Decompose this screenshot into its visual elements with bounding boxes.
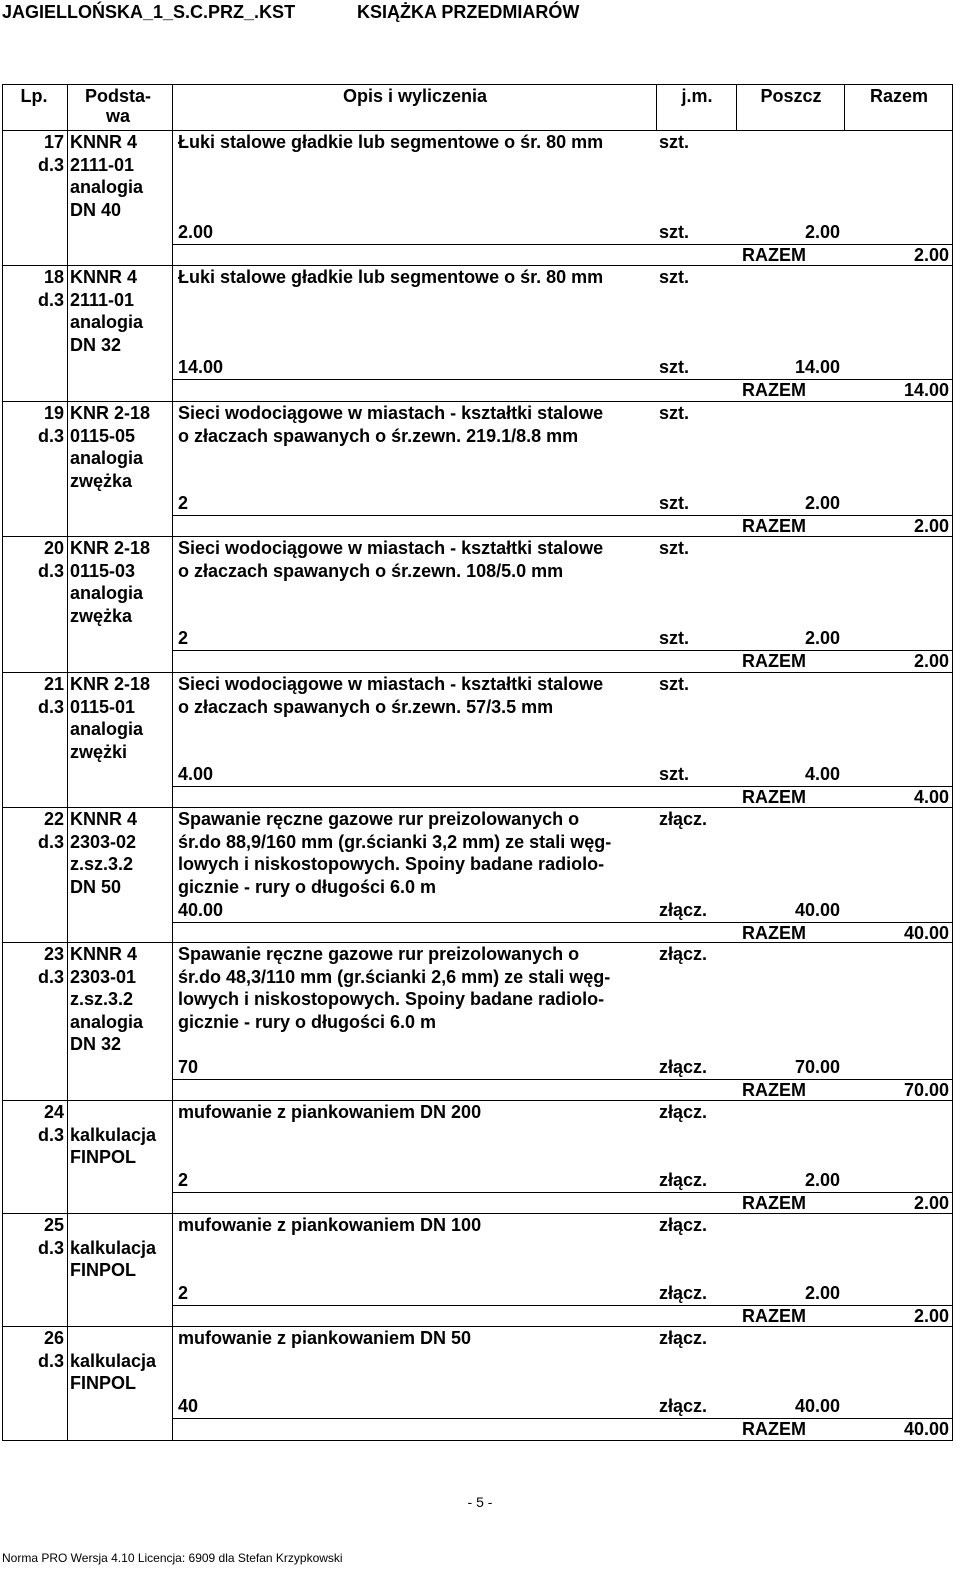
description-line: śr.do 48,3/110 mm (gr.ścianki 2,6 mm) ze stali węg- <box>178 966 611 987</box>
basis-line: analogia <box>70 719 144 740</box>
basis-line: DN 40 <box>70 199 122 220</box>
basis-line: 0115-03 <box>70 560 136 581</box>
basis-line: kalkulacja <box>70 1124 157 1145</box>
col-header-basis-1: Podsta- <box>84 86 151 106</box>
basis-line: kalkulacja <box>70 1237 157 1258</box>
position-subnumber: d.3 <box>37 1124 64 1145</box>
razem-label: RAZEM <box>742 244 806 265</box>
basis-line: zwężka <box>70 605 133 626</box>
position-number: 22 <box>43 809 64 829</box>
description-line: Sieci wodociągowe w miastach - kształtki stalowe <box>178 674 604 694</box>
calc-partial: 4.00 <box>804 764 840 784</box>
basis-line: zwężka <box>70 470 133 491</box>
basis-line: 2303-02 <box>70 831 137 852</box>
calc-partial: 2.00 <box>804 493 840 513</box>
basis-line: KNR 2-18 <box>70 538 151 558</box>
unit: złącz. <box>659 944 708 964</box>
col-header-lp: Lp. <box>20 86 48 106</box>
calc-expression: 2.00 <box>178 222 214 242</box>
unit: szt. <box>659 538 690 558</box>
calc-unit: złącz. <box>659 1283 708 1303</box>
col-line-lp <box>67 1214 68 1327</box>
position-subnumber: d.3 <box>37 560 64 581</box>
position-number: 20 <box>43 538 64 558</box>
razem-separator <box>172 922 953 923</box>
razem-value: 40.00 <box>903 922 949 943</box>
position-number: 24 <box>43 1102 64 1122</box>
description-line: gicznie - rury o długości 6.0 m <box>178 876 437 897</box>
col-line-basis <box>172 808 173 943</box>
col-header-total: Razem <box>869 86 929 106</box>
col-line-lp <box>67 1101 68 1214</box>
calc-expression: 2 <box>178 1170 189 1190</box>
position-number: 17 <box>43 132 64 152</box>
basis-line: kalkulacja <box>70 1350 157 1371</box>
basis-line: DN 50 <box>70 876 122 897</box>
calc-expression: 40.00 <box>178 900 224 920</box>
unit: szt. <box>659 674 690 694</box>
row-separator <box>2 1326 953 1327</box>
calc-unit: szt. <box>659 764 690 784</box>
col-line-lp <box>67 1327 68 1441</box>
basis-line: 2111-01 <box>70 154 135 175</box>
basis-line: analogia <box>70 177 144 198</box>
description-line: mufowanie z piankowaniem DN 200 <box>178 1102 482 1122</box>
license-line: Norma PRO Wersja 4.10 Licencja: 6909 dla Stefan Krzypkowski <box>2 1551 343 1565</box>
razem-value: 14.00 <box>903 379 949 400</box>
description-line: o złaczach spawanych o śr.zewn. 219.1/8.8 mm <box>178 425 579 446</box>
basis-line: KNR 2-18 <box>70 403 151 423</box>
description-line: mufowanie z piankowaniem DN 100 <box>178 1215 482 1235</box>
razem-label: RAZEM <box>742 1418 806 1439</box>
position-subnumber: d.3 <box>37 425 64 446</box>
razem-separator <box>172 515 953 516</box>
calc-partial: 40.00 <box>794 900 840 920</box>
description-line: Spawanie ręczne gazowe rur preizolowanych o <box>178 809 580 829</box>
position-subnumber: d.3 <box>37 1350 64 1371</box>
col-line-basis <box>172 943 173 1101</box>
basis-line: FINPOL <box>70 1373 136 1394</box>
calc-unit: szt. <box>659 493 690 513</box>
document-title: KSIĄŻKA PRZEDMIARÓW <box>357 2 580 22</box>
header-col-line <box>172 84 173 130</box>
description-line: Sieci wodociągowe w miastach - kształtki stalowe <box>178 538 604 558</box>
description-line: Łuki stalowe gładkie lub segmentowe o śr. 80 mm <box>178 132 604 152</box>
col-line-lp <box>67 943 68 1101</box>
page-number: - 5 - <box>467 1494 493 1510</box>
col-line-basis <box>172 537 173 673</box>
calc-expression: 70 <box>178 1057 199 1077</box>
razem-label: RAZEM <box>742 1079 806 1100</box>
col-header-unit: j.m. <box>681 86 713 106</box>
position-subnumber: d.3 <box>37 1237 64 1258</box>
razem-separator <box>172 1418 953 1419</box>
razem-value: 70.00 <box>903 1079 949 1100</box>
basis-line: z.sz.3.2 <box>70 989 134 1010</box>
file-name: JAGIELLOŃSKA_1_S.C.PRZ_.KST <box>2 2 296 22</box>
razem-separator <box>172 379 953 380</box>
header-col-line <box>736 84 737 130</box>
description-line: o złaczach spawanych o śr.zewn. 57/3.5 mm <box>178 696 554 717</box>
basis-line: analogia <box>70 312 144 333</box>
table-border-top <box>2 84 953 85</box>
position-subnumber: d.3 <box>37 966 64 987</box>
basis-line: z.sz.3.2 <box>70 854 134 875</box>
basis-line: KNNR 4 <box>70 809 138 829</box>
razem-value: 2.00 <box>913 1192 949 1213</box>
basis-line: KNNR 4 <box>70 132 138 152</box>
position-number: 19 <box>43 403 64 423</box>
position-number: 26 <box>43 1328 64 1348</box>
unit: szt. <box>659 132 690 152</box>
unit: złącz. <box>659 1328 708 1348</box>
razem-separator <box>172 786 953 787</box>
description-line: Sieci wodociągowe w miastach - kształtki stalowe <box>178 403 604 423</box>
description-line: mufowanie z piankowaniem DN 50 <box>178 1328 472 1348</box>
col-line-basis <box>172 1327 173 1441</box>
col-line-lp <box>67 673 68 808</box>
razem-label: RAZEM <box>742 922 806 943</box>
description-line: śr.do 88,9/160 mm (gr.ścianki 3,2 mm) ze stali węg- <box>178 831 612 852</box>
basis-line: analogia <box>70 448 144 469</box>
description-line: lowych i niskostopowych. Spoiny badane radiolo- <box>178 854 605 875</box>
calc-unit: szt. <box>659 357 690 377</box>
basis-line: 2111-01 <box>70 289 135 310</box>
position-subnumber: d.3 <box>37 154 64 175</box>
calc-partial: 14.00 <box>794 357 840 377</box>
estimate-table <box>2 85 953 1441</box>
razem-label: RAZEM <box>742 379 806 400</box>
basis-line: 0115-05 <box>70 425 136 446</box>
calc-expression: 2 <box>178 628 189 648</box>
razem-value: 2.00 <box>913 244 949 265</box>
col-line-basis <box>172 673 173 808</box>
basis-line: DN 32 <box>70 334 122 355</box>
basis-line: analogia <box>70 583 144 604</box>
calc-partial: 2.00 <box>804 222 840 242</box>
description-line: Łuki stalowe gładkie lub segmentowe o śr. 80 mm <box>178 267 604 287</box>
calc-partial: 2.00 <box>804 1283 840 1303</box>
col-header-partial: Poszcz <box>760 86 822 106</box>
basis-line: FINPOL <box>70 1147 136 1168</box>
razem-value: 40.00 <box>903 1418 949 1439</box>
razem-value: 2.00 <box>913 650 949 671</box>
basis-line: zwężki <box>70 741 128 762</box>
position-number: 23 <box>43 944 64 964</box>
razem-value: 4.00 <box>913 786 949 807</box>
razem-separator <box>172 1305 953 1306</box>
position-subnumber: d.3 <box>37 289 64 310</box>
col-line-basis <box>172 131 173 266</box>
basis-line: KNNR 4 <box>70 267 138 287</box>
col-line-basis <box>172 1101 173 1214</box>
razem-separator <box>172 1192 953 1193</box>
calc-partial: 2.00 <box>804 628 840 648</box>
description-line: o złaczach spawanych o śr.zewn. 108/5.0 mm <box>178 560 564 581</box>
unit: złącz. <box>659 1215 708 1235</box>
calc-expression: 2 <box>178 493 189 513</box>
unit: złącz. <box>659 809 708 829</box>
header-col-line <box>67 84 68 130</box>
row-separator <box>2 1440 953 1441</box>
table-border-right <box>952 84 953 1441</box>
position-number: 18 <box>43 267 64 287</box>
col-line-basis <box>172 402 173 537</box>
razem-label: RAZEM <box>742 1305 806 1326</box>
col-line-basis <box>172 1214 173 1327</box>
unit: szt. <box>659 403 690 423</box>
unit: szt. <box>659 267 690 287</box>
calc-unit: złącz. <box>659 900 708 920</box>
basis-line: analogia <box>70 1011 144 1032</box>
position-number: 21 <box>43 674 64 694</box>
calc-expression: 14.00 <box>178 357 224 377</box>
razem-label: RAZEM <box>742 786 806 807</box>
calc-expression: 2 <box>178 1283 189 1303</box>
basis-line: KNR 2-18 <box>70 674 151 694</box>
calc-expression: 4.00 <box>178 764 214 784</box>
position-subnumber: d.3 <box>37 696 64 717</box>
description-line: Spawanie ręczne gazowe rur preizolowanych o <box>178 944 580 964</box>
razem-label: RAZEM <box>742 650 806 671</box>
header-col-line <box>844 84 845 130</box>
razem-value: 2.00 <box>913 1305 949 1326</box>
calc-unit: złącz. <box>659 1057 708 1077</box>
calc-unit: złącz. <box>659 1170 708 1190</box>
calc-unit: szt. <box>659 628 690 648</box>
description-line: gicznie - rury o długości 6.0 m <box>178 1011 437 1032</box>
razem-label: RAZEM <box>742 1192 806 1213</box>
razem-value: 2.00 <box>913 515 949 536</box>
basis-line: DN 32 <box>70 1034 122 1055</box>
description-line: lowych i niskostopowych. Spoiny badane radiolo- <box>178 989 605 1010</box>
unit: złącz. <box>659 1102 708 1122</box>
calc-unit: złącz. <box>659 1396 708 1416</box>
calc-partial: 70.00 <box>794 1057 840 1077</box>
calc-expression: 40 <box>178 1396 199 1416</box>
col-line-lp <box>67 131 68 266</box>
position-number: 25 <box>43 1215 64 1235</box>
basis-line: 2303-01 <box>70 966 137 987</box>
col-line-lp <box>67 537 68 673</box>
position-subnumber: d.3 <box>37 831 64 852</box>
col-line-lp <box>67 266 68 402</box>
header-col-line <box>656 84 657 130</box>
basis-line: 0115-01 <box>70 696 136 717</box>
col-header-description: Opis i wyliczenia <box>342 86 488 106</box>
calc-partial: 2.00 <box>804 1170 840 1190</box>
col-line-lp <box>67 808 68 943</box>
calc-unit: szt. <box>659 222 690 242</box>
razem-separator <box>172 1079 953 1080</box>
razem-separator <box>172 650 953 651</box>
razem-separator <box>172 244 953 245</box>
basis-line: FINPOL <box>70 1260 136 1281</box>
col-line-basis <box>172 266 173 402</box>
calc-partial: 40.00 <box>794 1396 840 1416</box>
col-header-basis-2: wa <box>105 106 130 126</box>
basis-line: KNNR 4 <box>70 944 138 964</box>
col-line-lp <box>67 402 68 537</box>
razem-label: RAZEM <box>742 515 806 536</box>
